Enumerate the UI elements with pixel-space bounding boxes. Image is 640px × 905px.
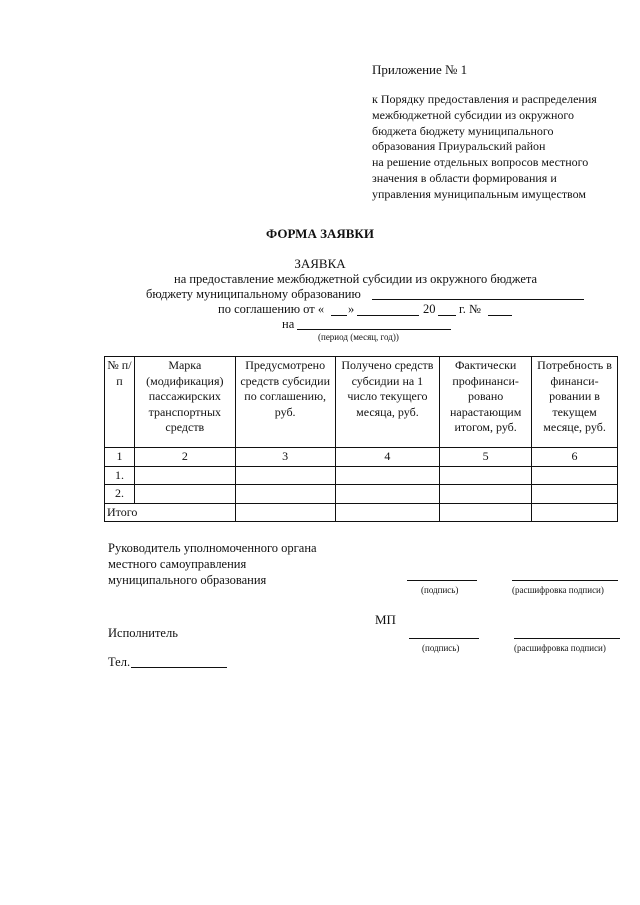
head-line: местного самоуправления (108, 557, 247, 571)
period-prefix: на (282, 317, 295, 331)
column-header: Марка (модификация) пассажирских транспортных средств (134, 357, 235, 448)
table-cell[interactable] (532, 503, 618, 522)
appendix-description (372, 92, 597, 203)
table-cell[interactable] (335, 503, 440, 522)
table-cell[interactable] (134, 466, 235, 485)
executor-signature-label: (подпись) (422, 643, 460, 653)
appendix-title: Приложение № 1 (372, 62, 468, 77)
appendix-line: управления муниципальным имуществом (372, 186, 587, 201)
phone-label: Тел. (108, 655, 131, 669)
agreement-year-blank[interactable] (438, 315, 456, 316)
agreement-day-blank[interactable] (331, 315, 347, 316)
phone-blank[interactable] (131, 667, 227, 668)
table-cell[interactable] (532, 466, 618, 485)
table-cell[interactable] (235, 485, 335, 504)
executor-signature-line[interactable] (409, 638, 479, 639)
agreement-number-label: г. № (459, 302, 481, 316)
head-line: Руководитель уполномоченного органа (108, 541, 317, 555)
table-cell[interactable] (335, 466, 440, 485)
column-number: 4 (335, 448, 440, 467)
column-header: Фактически профинанси-ровано нарастающим итогом, руб. (440, 357, 532, 448)
column-number: 6 (532, 448, 618, 467)
municipality-blank[interactable] (372, 299, 584, 300)
request-heading: ЗАЯВКА (294, 256, 346, 271)
request-table (104, 356, 618, 522)
total-row (105, 503, 618, 522)
head-signature-label: (подпись) (421, 585, 459, 595)
form-title: ФОРМА ЗАЯВКИ (266, 226, 374, 241)
column-number: 2 (134, 448, 235, 467)
head-line: муниципального образования (108, 573, 267, 587)
agreement-number-blank[interactable] (488, 315, 512, 316)
head-decode-line[interactable] (512, 580, 618, 581)
appendix-line: значения в области формирования и (372, 170, 557, 185)
column-header: Предусмотрено средств субсидии по соглашению, руб. (235, 357, 335, 448)
appendix-line: образования Приуральский район (372, 139, 546, 154)
table-cell[interactable] (335, 485, 440, 504)
table-cell[interactable] (235, 503, 335, 522)
table-cell[interactable] (134, 485, 235, 504)
row-number: 1. (105, 466, 135, 485)
column-number: 3 (235, 448, 335, 467)
appendix-line: межбюджетной субсидии из окружного (372, 107, 574, 122)
row-number: 2. (105, 485, 135, 504)
appendix-line: на решение отдельных вопросов местного (372, 155, 589, 170)
executor-decode-line[interactable] (514, 638, 620, 639)
period-hint: (период (месяц, год)) (318, 332, 399, 342)
column-number-row (105, 448, 618, 467)
head-signature-line[interactable] (407, 580, 477, 581)
executor-label: Исполнитель (108, 626, 178, 640)
column-header: Потребность в финанси-ровании в текущем месяце, руб. (532, 357, 618, 448)
table-row (105, 466, 618, 485)
table-cell[interactable] (440, 503, 532, 522)
head-decode-label: (расшифровка подписи) (512, 585, 604, 595)
total-label: Итого (105, 503, 236, 522)
table-row (105, 485, 618, 504)
agreement-quote-close: » (348, 302, 355, 316)
appendix-line: к Порядку предоставления и распределения (372, 92, 597, 106)
appendix-line: бюджета бюджету муниципального (372, 123, 554, 138)
request-line-2: бюджету муниципальному образованию (146, 287, 361, 301)
table-cell[interactable] (440, 485, 532, 504)
table-cell[interactable] (440, 466, 532, 485)
agreement-year: 20 (423, 302, 436, 316)
request-line-1: на предоставление межбюджетной субсидии из окружного бюджета (174, 272, 538, 286)
period-blank[interactable] (297, 329, 451, 330)
table-cell[interactable] (235, 466, 335, 485)
table-header-row (105, 357, 618, 448)
agreement-month-blank[interactable] (357, 315, 419, 316)
agreement-prefix: по соглашению от « (218, 302, 325, 316)
column-number: 5 (440, 448, 532, 467)
head-signatory (108, 540, 317, 588)
column-header: № п/п (105, 357, 135, 448)
table-cell[interactable] (532, 485, 618, 504)
column-header: Получено средств субсидии на 1 число текущего месяца, руб. (335, 357, 440, 448)
column-number: 1 (105, 448, 135, 467)
executor-decode-label: (расшифровка подписи) (514, 643, 606, 653)
stamp-label: МП (375, 612, 396, 627)
